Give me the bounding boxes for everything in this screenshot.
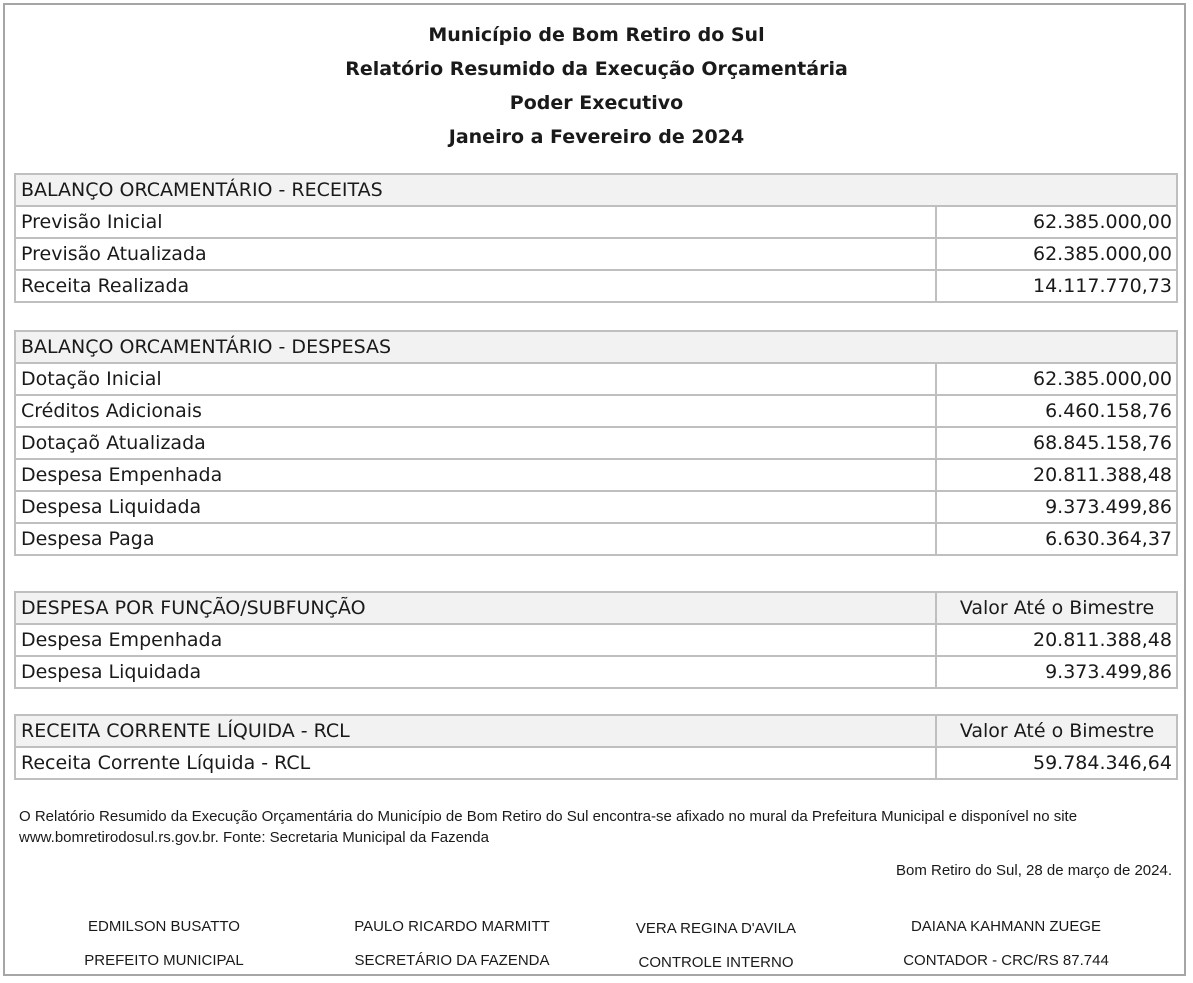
funcao-column-header: Valor Até o Bimestre (936, 592, 1177, 624)
row-value: 14.117.770,73 (936, 270, 1177, 302)
row-label: Despesa Empenhada (15, 624, 936, 656)
row-label: Previsão Inicial (15, 206, 936, 238)
row-label: Despesa Paga (15, 523, 936, 555)
row-value: 6.630.364,37 (936, 523, 1177, 555)
row-value: 9.373.499,86 (936, 491, 1177, 523)
table-row (15, 491, 1177, 523)
row-label: Despesa Liquidada (15, 491, 936, 523)
table-row (15, 238, 1177, 270)
row-label: Dotação Inicial (15, 363, 936, 395)
table-row (15, 363, 1177, 395)
row-label: Créditos Adicionais (15, 395, 936, 427)
row-label: Despesa Liquidada (15, 656, 936, 688)
rcl-section-title: RECEITA CORRENTE LÍQUIDA - RCL (15, 715, 936, 747)
row-value: 59.784.346,64 (936, 747, 1177, 779)
signature-name: VERA REGINA D'AVILA (635, 920, 797, 937)
row-label: Despesa Empenhada (15, 459, 936, 491)
row-label: Dotaçaõ Atualizada (15, 427, 936, 459)
signature-name: DAIANA KAHMANN ZUEGE (910, 918, 1102, 935)
receitas-section-title: BALANÇO ORCAMENTÁRIO - RECEITAS (15, 174, 1177, 206)
row-value: 20.811.388,48 (936, 459, 1177, 491)
row-value: 9.373.499,86 (936, 656, 1177, 688)
row-label: Receita Corrente Líquida - RCL (15, 747, 936, 779)
table-row (15, 523, 1177, 555)
table-row (15, 656, 1177, 688)
table-row (15, 270, 1177, 302)
despesas-section-title: BALANÇO ORCAMENTÁRIO - DESPESAS (15, 331, 1177, 363)
table-row (15, 427, 1177, 459)
signature-role: CONTADOR - CRC/RS 87.744 (903, 952, 1109, 969)
municipality-title: Município de Bom Retiro do Sul (428, 24, 765, 46)
power-title: Poder Executivo (509, 92, 684, 114)
footer-note: O Relatório Resumido da Execução Orçamentária do Município de Bom Retiro do Sul encontra-se afixado no mural da Prefeitura Municipal e disponível no site www.bomretirodosul.rs.gov.br. Fonte: Secretaria Municipal da Fazenda (19, 808, 1078, 846)
report-title: Relatório Resumido da Execução Orçamentária (345, 58, 848, 80)
row-value: 20.811.388,48 (936, 624, 1177, 656)
signature-role: SECRETÁRIO DA FAZENDA (354, 952, 550, 969)
row-value: 68.845.158,76 (936, 427, 1177, 459)
rcl-table (14, 714, 1178, 780)
date-line: Bom Retiro do Sul, 28 de março de 2024. (896, 862, 1172, 879)
signature-name: PAULO RICARDO MARMITT (354, 918, 550, 935)
signature-role: CONTROLE INTERNO (638, 954, 794, 971)
table-row (15, 624, 1177, 656)
signature-name: EDMILSON BUSATTO (88, 918, 240, 935)
despesas-table (14, 330, 1178, 556)
row-value: 62.385.000,00 (936, 206, 1177, 238)
table-row (15, 395, 1177, 427)
table-row (15, 747, 1177, 779)
funcao-table (14, 591, 1178, 689)
period-title: Janeiro a Fevereiro de 2024 (448, 126, 745, 148)
receitas-table (14, 173, 1178, 303)
row-value: 6.460.158,76 (936, 395, 1177, 427)
row-value: 62.385.000,00 (936, 238, 1177, 270)
row-value: 62.385.000,00 (936, 363, 1177, 395)
signature-role: PREFEITO MUNICIPAL (84, 952, 244, 969)
row-label: Previsão Atualizada (15, 238, 936, 270)
funcao-section-title: DESPESA POR FUNÇÃO/SUBFUNÇÃO (15, 592, 936, 624)
table-row (15, 459, 1177, 491)
report-header (0, 18, 1193, 154)
rcl-column-header: Valor Até o Bimestre (936, 715, 1177, 747)
table-row (15, 206, 1177, 238)
row-label: Receita Realizada (15, 270, 936, 302)
